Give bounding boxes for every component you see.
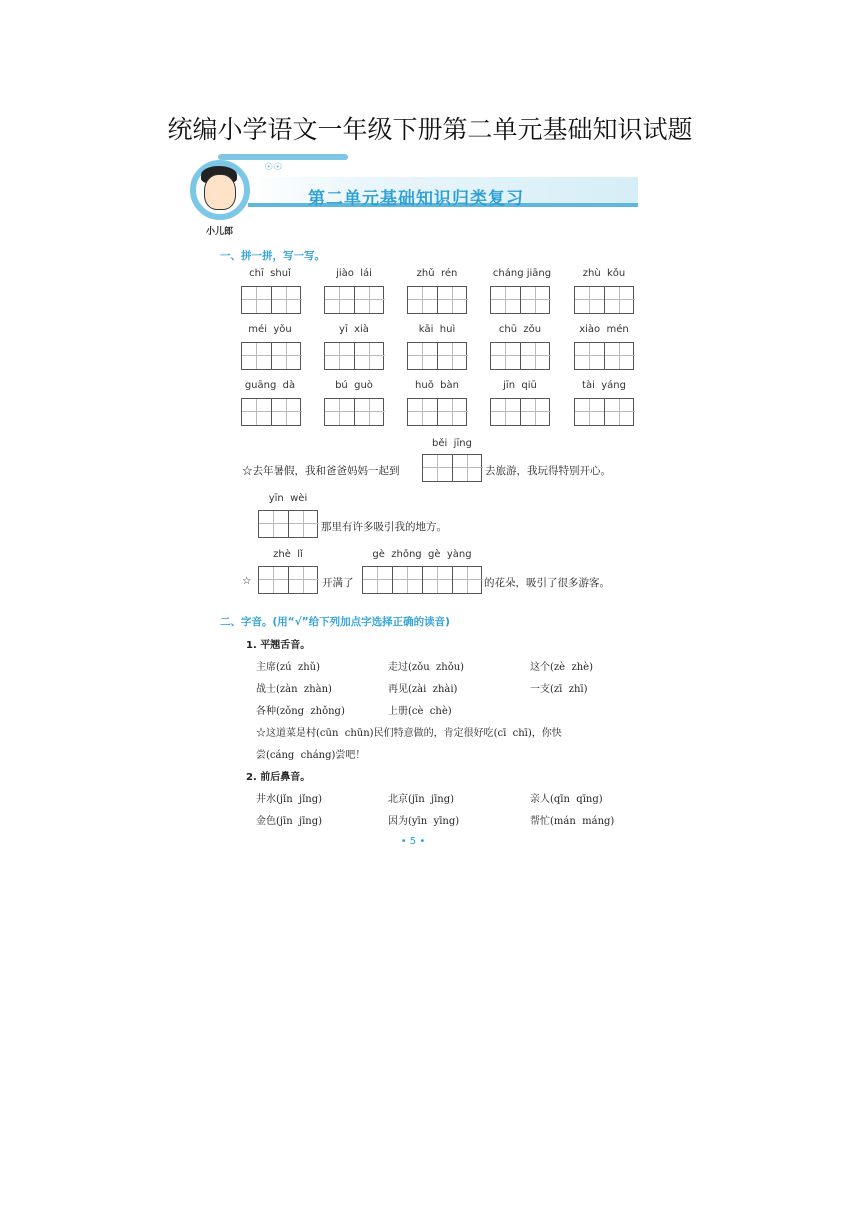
bicycle-icon: ☉☉ bbox=[264, 162, 282, 173]
mascot-label: 小儿郎 bbox=[206, 227, 234, 237]
writing-box[interactable] bbox=[574, 342, 634, 370]
writing-box[interactable] bbox=[574, 398, 634, 426]
sentence-text: 那里有许多吸引我的地方。 bbox=[321, 521, 447, 533]
page-number: • 5 • bbox=[400, 836, 426, 847]
pinyin-label: méi yǒu bbox=[248, 324, 292, 335]
writing-box[interactable] bbox=[407, 286, 467, 314]
pinyin-label: guāng dà bbox=[244, 380, 296, 391]
pronunciation-item[interactable]: 金色(jīn jīng) bbox=[256, 816, 323, 827]
pinyin-label: bú guò bbox=[335, 380, 373, 391]
pronunciation-sentence[interactable]: 尝(cáng cháng)尝吧！ bbox=[256, 750, 366, 761]
pinyin-label: chū zǒu bbox=[498, 324, 542, 335]
pinyin-label: zhè lǐ bbox=[273, 549, 303, 560]
pinyin-label: chī shuǐ bbox=[249, 268, 291, 279]
pinyin-label: jīn qiū bbox=[503, 380, 537, 391]
pinyin-label: xiào mén bbox=[579, 324, 629, 335]
pinyin-label: tài yáng bbox=[582, 380, 626, 391]
pinyin-label: jiào lái bbox=[336, 268, 372, 279]
scanned-worksheet bbox=[188, 152, 638, 852]
pronunciation-item[interactable]: 一支(zī zhī) bbox=[530, 684, 588, 695]
pronunciation-item[interactable]: 因为(yīn yīng) bbox=[388, 816, 460, 827]
writing-box[interactable] bbox=[407, 398, 467, 426]
pinyin-label: zhǔ rén bbox=[416, 268, 458, 279]
subsection-heading: 1. 平翘舌音。 bbox=[246, 640, 311, 651]
pinyin-label: zhù kǒu bbox=[582, 268, 626, 279]
writing-box[interactable] bbox=[490, 286, 550, 314]
pinyin-label: gè zhǒng gè yàng bbox=[372, 549, 472, 560]
pinyin-label: huǒ bàn bbox=[415, 380, 459, 391]
writing-box[interactable] bbox=[574, 286, 634, 314]
sentence-text: ☆去年暑假，我和爸爸妈妈一起到 bbox=[242, 465, 400, 477]
writing-box[interactable] bbox=[362, 566, 482, 594]
star-marker: ☆ bbox=[242, 575, 252, 587]
pronunciation-item[interactable]: 战士(zàn zhàn) bbox=[256, 684, 332, 695]
writing-box[interactable] bbox=[241, 286, 301, 314]
pronunciation-item[interactable]: 各种(zǒng zhǒng) bbox=[256, 706, 345, 717]
writing-box[interactable] bbox=[490, 342, 550, 370]
writing-box[interactable] bbox=[258, 510, 318, 538]
pinyin-label: běi jīng bbox=[432, 438, 472, 449]
pronunciation-item[interactable]: 再见(zài zhài) bbox=[388, 684, 458, 695]
pinyin-label: yī xià bbox=[339, 324, 369, 335]
pronunciation-item[interactable]: 主席(zú zhǔ) bbox=[256, 662, 321, 673]
section1-heading: 一、拼一拼，写一写。 bbox=[220, 250, 325, 262]
writing-box[interactable] bbox=[407, 342, 467, 370]
pronunciation-item[interactable]: 帮忙(mán máng) bbox=[530, 816, 615, 827]
section2-heading: 二、字音。(用“√”给下列加点字选择正确的读音) bbox=[220, 616, 450, 628]
pinyin-label: yīn wèi bbox=[268, 493, 308, 504]
writing-box[interactable] bbox=[258, 566, 318, 594]
banner-title: 第二单元基础知识归类复习 bbox=[308, 189, 524, 209]
writing-box[interactable] bbox=[324, 286, 384, 314]
pronunciation-item[interactable]: 亲人(qīn qīng) bbox=[530, 794, 603, 805]
sentence-text: 开满了 bbox=[322, 577, 354, 589]
writing-box[interactable] bbox=[241, 398, 301, 426]
writing-box[interactable] bbox=[324, 398, 384, 426]
subsection-heading: 2. 前后鼻音。 bbox=[246, 772, 311, 783]
pronunciation-item[interactable]: 北京(jīn jīng) bbox=[388, 794, 455, 805]
pronunciation-item[interactable]: 走过(zǒu zhǒu) bbox=[388, 662, 465, 673]
pronunciation-item[interactable]: 这个(zè zhè) bbox=[530, 662, 593, 673]
sentence-text: 去旅游，我玩得特别开心。 bbox=[485, 465, 611, 477]
pronunciation-item[interactable]: 上册(cè chè) bbox=[388, 706, 452, 717]
pronunciation-item[interactable]: 井水(jǐn jǐng) bbox=[256, 794, 323, 805]
pronunciation-sentence[interactable]: ☆这道菜是村(cūn chūn)民们特意做的，肯定很好吃(cī chī)，你快 bbox=[256, 728, 562, 739]
writing-box[interactable] bbox=[422, 454, 482, 482]
writing-box[interactable] bbox=[241, 342, 301, 370]
sentence-text: 的花朵，吸引了很多游客。 bbox=[484, 577, 610, 589]
pinyin-label: kāi huì bbox=[418, 324, 456, 335]
pinyin-label: cháng jiāng bbox=[492, 268, 552, 279]
writing-box[interactable] bbox=[490, 398, 550, 426]
writing-box[interactable] bbox=[324, 342, 384, 370]
banner-decor-line bbox=[218, 154, 348, 160]
document-title: 统编小学语文一年级下册第二单元基础知识试题 bbox=[167, 115, 693, 144]
mascot-face-icon bbox=[204, 174, 236, 210]
